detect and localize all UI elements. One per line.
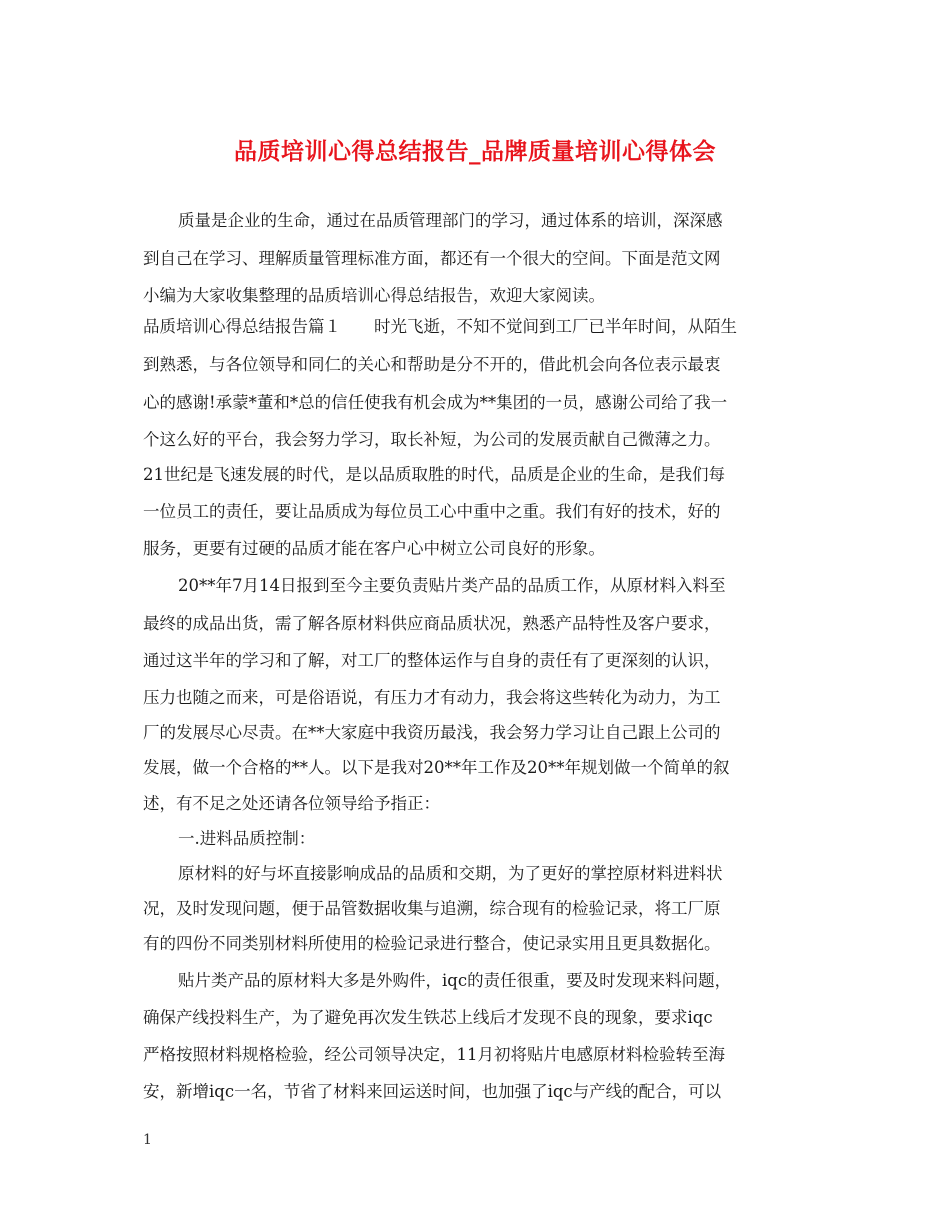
text-line: 况，及时发现问题，便于品管数据收集与追溯，综合现有的检验记录，将工厂原 bbox=[143, 899, 721, 918]
text-line: 小编为大家收集整理的品质培训心得总结报告，欢迎大家阅读。 bbox=[143, 286, 605, 305]
text-line: 述，有不足之处还请各位领导给予指正： bbox=[143, 794, 440, 813]
text-line: 质量是企业的生命，通过在品质管理部门的学习，通过体系的培训，深深感 bbox=[178, 211, 723, 230]
text-line: 品质培训心得总结报告篇１ 时光飞逝，不知不觉间到工厂已半年时间，从陌生 bbox=[143, 317, 737, 336]
section-heading: 一.进料品质控制： bbox=[178, 829, 316, 848]
text-line: 厂的发展尽心尽责。在**大家庭中我资历最浅，我会努力学习让自己跟上公司的 bbox=[143, 723, 721, 742]
text-line: 心的感谢!承蒙*董和*总的信任使我有机会成为**集团的一员，感谢公司给了我一 bbox=[143, 393, 728, 412]
text-line: 到熟悉，与各位领导和同仁的关心和帮助是分不开的，借此机会向各位表示最衷 bbox=[143, 355, 721, 374]
text-line: 有的四份不同类别材料所使用的检验记录进行整合，使记录实用且更具数据化。 bbox=[143, 934, 721, 953]
text-line: 服务，更要有过硬的品质才能在客户心中树立公司良好的形象。 bbox=[143, 539, 605, 558]
document-title: 品质培训心得总结报告_品牌质量培训心得体会 bbox=[234, 138, 716, 165]
text-line: 贴片类产品的原材料大多是外购件，iqc的责任很重，要及时发现来料问题， bbox=[178, 971, 732, 990]
text-line: 21世纪是飞速发展的时代，是以品质取胜的时代，品质是企业的生命，是我们每 bbox=[143, 465, 725, 484]
text-line: 最终的成品出货，需了解各原材料供应商品质状况，熟悉产品特性及客户要求， bbox=[143, 614, 721, 633]
page-number: 1 bbox=[143, 1132, 152, 1148]
text-line: 个这么好的平台，我会努力学习，取长补短，为公司的发展贡献自己微薄之力。 bbox=[143, 430, 721, 449]
text-line: 20**年7月14日报到至今主要负责贴片类产品的品质工作，从原材料入料至 bbox=[178, 576, 726, 595]
text-line: 安，新增iqc一名，节省了材料来回运送时间，也加强了iqc与产线的配合，可以 bbox=[143, 1082, 722, 1101]
text-line: 压力也随之而来，可是俗语说，有压力才有动力，我会将这些转化为动力，为工 bbox=[143, 688, 721, 707]
text-line: 一位员工的责任，要让品质成为每位员工心中重中之重。我们有好的技术，好的 bbox=[143, 502, 721, 521]
text-line: 严格按照材料规格检验，经公司领导决定，11月初将贴片电感原材料检验转至海 bbox=[143, 1045, 725, 1064]
text-line: 原材料的好与坏直接影响成品的品质和交期，为了更好的掌控原材料进料状 bbox=[178, 864, 723, 883]
text-line: 到自己在学习、理解质量管理标准方面，都还有一个很大的空间。下面是范文网 bbox=[143, 249, 721, 268]
text-line: 确保产线投料生产，为了避免再次发生铁芯上线后才发现不良的现象，要求iqc bbox=[143, 1008, 713, 1027]
text-line: 发展，做一个合格的**人。以下是我对20**年工作及20**年规划做一个简单的叙 bbox=[143, 758, 730, 777]
text-line: 通过这半年的学习和了解，对工厂的整体运作与自身的责任有了更深刻的认识， bbox=[143, 651, 721, 670]
